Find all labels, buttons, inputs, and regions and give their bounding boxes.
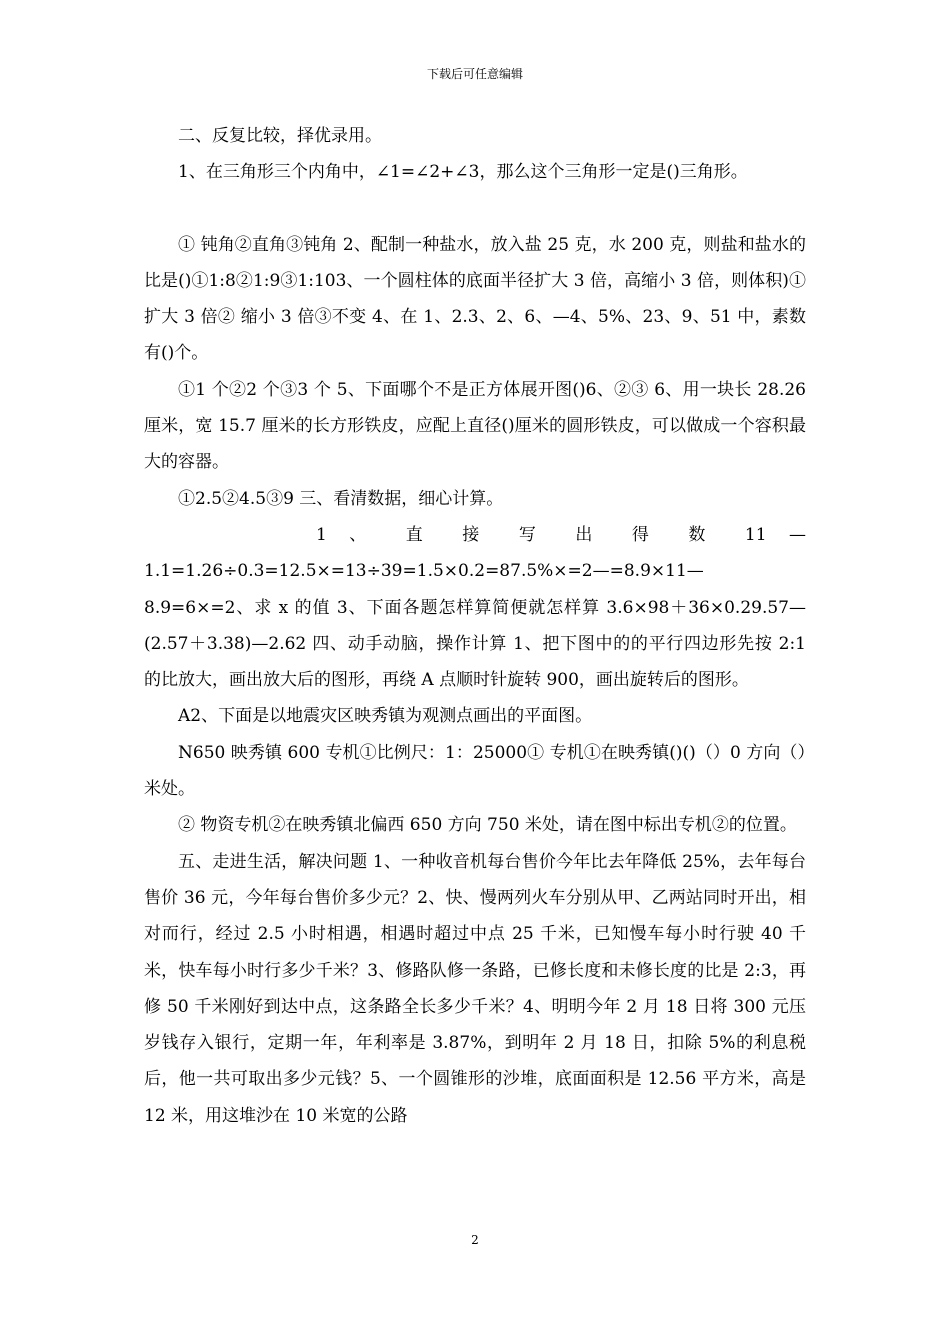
blank-line bbox=[144, 191, 806, 227]
question-paragraph: A2、下面是以地震灾区映秀镇为观测点画出的平面图。 bbox=[178, 706, 593, 727]
question-paragraph: ② 物资专机②在映秀镇北偏西 650 方向 750 米处，请在图中标出专机②的位置。 bbox=[178, 815, 797, 836]
question-paragraph: ①1 个②2 个③3 个 5、下面哪个不是正方体展开图()6、②③ 6、用一块长 28.26 厘米，宽 15.7 厘米的长方形铁皮，应配上直径()厘米的圆形铁皮，可以做成一个容积最大的容器。 bbox=[144, 379, 806, 473]
question-paragraph: 1、在三角形三个内角中，∠1=∠2+∠3，那么这个三角形一定是()三角形。 bbox=[178, 162, 748, 183]
section-heading-5: 五、走进生活，解决问题 1、一种收音机每台售价今年比去年降低 25%，去年每台售价 36 元，今年每台售价多少元？2、快、慢两列火车分别从甲、乙两站同时开出，相对而行，经过 2.5 小时相遇，相遇时超过中点 25 千米，已知慢车每小时行驶 40 千米，快车每小时行多少千米？3、修路队修一条路，已修长度和未修长度的比是 2:3，再修 50 千米刚好到达中点，这条路全长多少千米？4、明明今年 2 月 18 日将 300 元压岁钱存入银行，定期一年，年利率是 3.87%，到明年 2 月 18 日，扣除 5%的利息税后，他一共可取出多少元钱？5、一个圆锥形的沙堆，底面面积是 12.56 平方米，高是 12 米，用这堆沙在 10 米宽的公路 bbox=[144, 851, 806, 1126]
page-header: 下载后可任意编辑 bbox=[426, 67, 523, 81]
document-body bbox=[144, 118, 806, 1134]
question-paragraph: ① 钝角②直角③钝角 2、配制一种盐水，放入盐 25 克，水 200 克，则盐和盐水的比是()①1:8②1:9③1:103、一个圆柱体的底面半径扩大 3 倍，高缩小 3 倍，则体积)① 扩大 3 倍② 缩小 3 倍③不变 4、在 1、2.3、2、6、—4、5%、23、9、51 中，素数有()个。 bbox=[144, 234, 806, 364]
calc-heading-line: 1 、 直 接 写 出 得 数 11 — bbox=[316, 524, 806, 545]
question-paragraph: N650 映秀镇 600 专机①比例尺：1：25000① 专机①在映秀镇()()（）0 方向（）米处。 bbox=[144, 742, 806, 800]
calc-paragraph: 1.1=1.26÷0.3=12.5×=13÷39=1.5×0.2=87.5%×=2—=8.9×11—8.9=6×=2、求 x 的值 3、下面各题怎样算简便就怎样算 3.6×98＋36×0.29.57—(2.57＋3.38)—2.62 四、动手动脑，操作计算 1、把下图中的的平行四边形先按 2:1 的比放大，画出放大后的图形，再绕 A 点顺时针旋转 900，画出旋转后的图形。 bbox=[144, 561, 806, 691]
page-number: 2 bbox=[471, 1233, 479, 1247]
section-heading-2: 二、反复比较，择优录用。 bbox=[178, 126, 382, 146]
section-heading-3: ①2.5②4.5③9 三、看清数据，细心计算。 bbox=[178, 488, 504, 509]
